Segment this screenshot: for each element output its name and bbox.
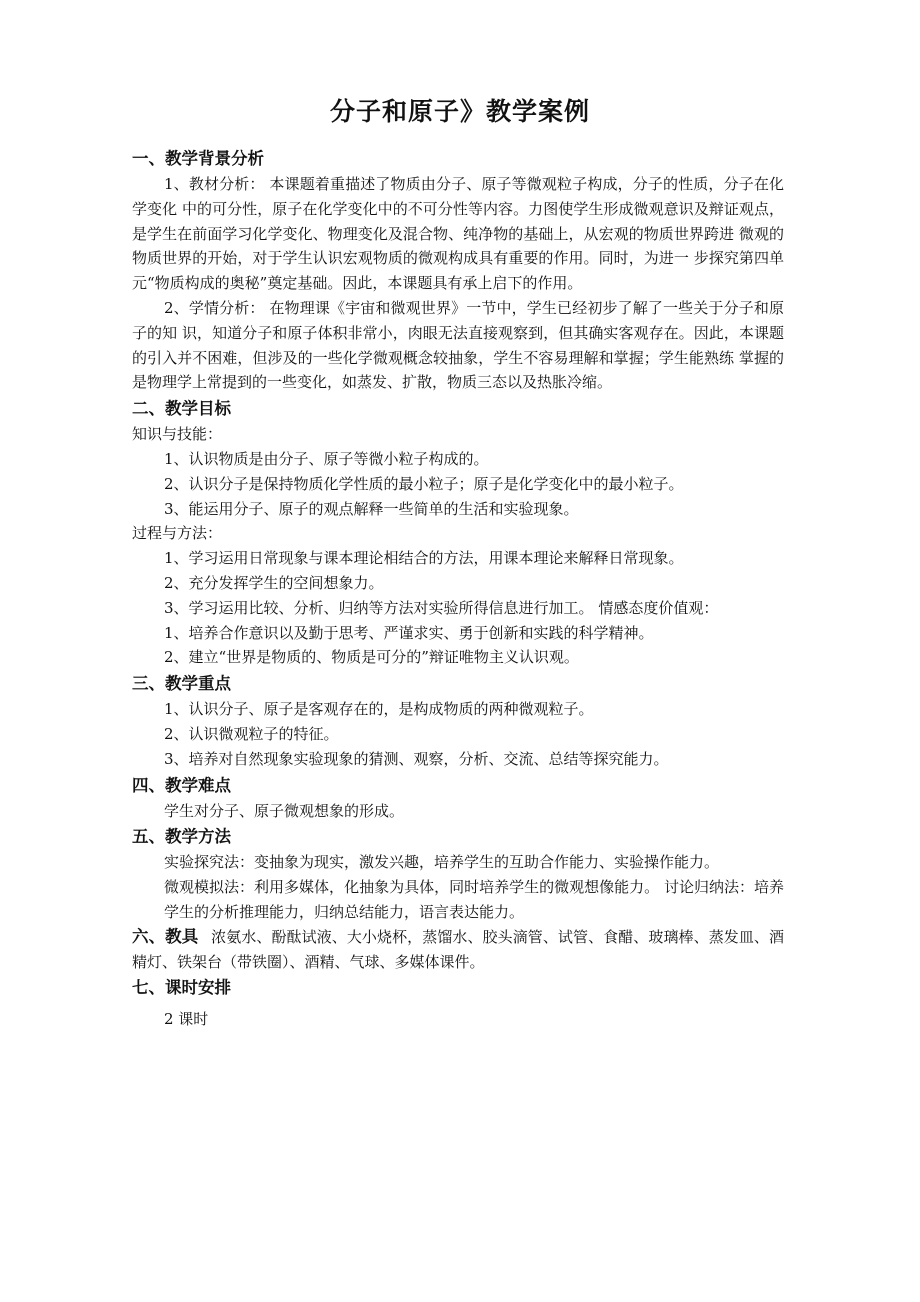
- paragraph-student-analysis: 2、学情分析： 在物理课《宇宙和微观世界》一节中，学生已经初步了解了一些关于分子和原子的知 识，知道分子和原子体积非常小，肉眼无法直接观察到，但其确实客观存在。因此，本课题 的引入并不困难，但涉及的一些化学微观概念较抽象，学生不容易理解和掌握；学生能熟练 掌握的是物理学上常提到的一些变化，如蒸发、扩散，物质三态以及热胀冷缩。: [132, 298, 784, 392]
- objective-label-process: 过程与方法：: [132, 524, 223, 543]
- objective-label-knowledge: 知识与技能：: [132, 425, 223, 444]
- section-heading-key-points: 三、教学重点: [132, 674, 231, 694]
- document-title: 分子和原子》教学案例: [329, 97, 590, 126]
- paragraph-difficulties: 学生对分子、原子微观想象的形成。: [164, 801, 405, 820]
- list-item: 3、学习运用比较、分析、归纳等方法对实验所得信息进行加工。 情感态度价值观：: [164, 598, 719, 617]
- list-item: 2、建立“世界是物质的、物质是可分的”辩证唯物主义认识观。: [164, 648, 579, 667]
- document-body: [132, 145, 784, 1032]
- list-item: 2、认识分子是保持物质化学性质的最小粒子；原子是化学变化中的最小粒子。: [164, 474, 684, 493]
- list-item: 3、培养对自然现象实验现象的猜测、观察，分析、交流、总结等探究能力。: [164, 749, 669, 768]
- list-item: 1、认识分子、原子是客观存在的，是构成物质的两种微观粒子。: [164, 700, 594, 719]
- teaching-aids-text: 浓氨水、酚酞试液、大小烧杯，蒸馏水、胶头滴管、试管、食醋、玻璃棒、蒸发皿、酒 精灯、铁架台（带铁圈）、酒精、气球、多媒体课件。: [132, 927, 784, 971]
- section-heading-schedule: 七、课时安排: [132, 978, 231, 998]
- paragraph-textbook-analysis: 1、教材分析： 本课题着重描述了物质由分子、原子等微观粒子构成，分子的性质，分子在化学变化 中的可分性，原子在化学变化中的不可分性等内容。力图使学生形成微观意识及辩证观点， 是学生在前面学习化学变化、物理变化及混合物、纯净物的基础上，从宏观的物质世界跨进 微观的物质世界的开始，对于学生认识宏观物质的微观构成具有重要的作用。同时，为进一 步探究第四单元“物质构成的奥秘”奠定基础。因此，本课题具有承上启下的作用。: [132, 175, 784, 293]
- list-item: 1、学习运用日常现象与课本理论相结合的方法，用课本理论来解释日常现象。: [164, 549, 684, 568]
- paragraph-method-simulation: 微观模拟法：利用多媒体，化抽象为具体，同时培养学生的微观想像能力。 讨论归纳法：培养学生的分析推理能力，归纳总结能力，语言表达能力。: [164, 878, 784, 921]
- list-item: 2、充分发挥学生的空间想象力。: [164, 573, 384, 592]
- list-item: 2、认识微观粒子的特征。: [164, 724, 339, 743]
- section-heading-teaching-aids: 六、教具: [132, 926, 199, 946]
- paragraph-method-experiment: 实验探究法：变抽象为现实，激发兴趣，培养学生的互助合作能力、实验操作能力。: [164, 853, 720, 872]
- section-heading-difficulties: 四、教学难点: [132, 775, 231, 795]
- list-item: 1、培养合作意识以及勤于思考、严谨求实、勇于创新和实践的科学精神。: [164, 623, 654, 642]
- paragraph-teaching-aids: [132, 925, 784, 975]
- section-heading-background: 一、教学背景分析: [132, 149, 264, 168]
- paragraph-schedule: 2 课时: [164, 1010, 209, 1029]
- list-item: 1、认识物质是由分子、原子等微小粒子构成的。: [164, 449, 489, 468]
- section-heading-objectives: 二、教学目标: [132, 399, 231, 419]
- section-heading-methods: 五、教学方法: [132, 827, 231, 847]
- list-item: 3、能运用分子、原子的观点解释一些简单的生活和实验现象。: [164, 499, 579, 518]
